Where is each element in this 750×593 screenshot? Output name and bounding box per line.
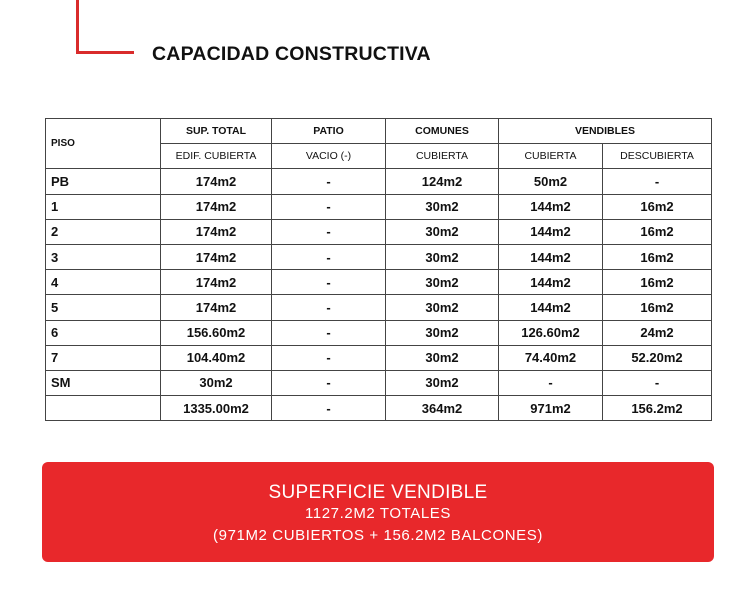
cell-patio: -	[272, 320, 386, 345]
banner-total: 1127.2M2 TOTALES	[304, 505, 452, 522]
cell-comunes: 124m2	[386, 169, 499, 194]
cell-vend-descubierta: -	[603, 370, 712, 395]
cell-sup-total: 174m2	[161, 244, 272, 269]
table-row	[46, 270, 712, 295]
banner-title: SUPERFICIE VENDIBLE	[268, 482, 488, 503]
page-title: CAPACIDAD CONSTRUCTIVA	[152, 43, 431, 65]
cell-vend-cubierta: 144m2	[499, 295, 603, 320]
header-patio: PATIO	[272, 119, 386, 144]
cell-vend-cubierta: 50m2	[499, 169, 603, 194]
cell-comunes: 30m2	[386, 295, 499, 320]
cell-piso: SM	[46, 370, 161, 395]
header-row	[46, 119, 712, 144]
cell-piso	[46, 396, 161, 421]
cell-vend-descubierta: -	[603, 169, 712, 194]
capacity-table	[45, 118, 712, 421]
cell-vend-cubierta: 144m2	[499, 219, 603, 244]
cell-comunes: 30m2	[386, 320, 499, 345]
cell-vend-descubierta: 16m2	[603, 295, 712, 320]
cell-patio: -	[272, 219, 386, 244]
cell-vend-descubierta: 16m2	[603, 194, 712, 219]
table-row	[46, 295, 712, 320]
cell-patio: -	[272, 295, 386, 320]
cell-comunes: 30m2	[386, 345, 499, 370]
cell-vend-descubierta: 16m2	[603, 219, 712, 244]
table-row	[46, 194, 712, 219]
table-row	[46, 219, 712, 244]
table-row	[46, 370, 712, 395]
cell-vend-cubierta: 144m2	[499, 244, 603, 269]
cell-sup-total: 156.60m2	[161, 320, 272, 345]
subheader-vend-descubierta: DESCUBIERTA	[603, 144, 712, 169]
cell-sup-total: 104.40m2	[161, 345, 272, 370]
header-piso: PISO	[46, 119, 161, 169]
table-row	[46, 320, 712, 345]
cell-vend-descubierta: 16m2	[603, 270, 712, 295]
cell-patio: -	[272, 169, 386, 194]
header-sup-total: SUP. TOTAL	[161, 119, 272, 144]
table-row	[46, 345, 712, 370]
subheader-edif-cubierta: EDIF. CUBIERTA	[161, 144, 272, 169]
cell-sup-total: 174m2	[161, 219, 272, 244]
cell-patio: -	[272, 370, 386, 395]
cell-piso: 7	[46, 345, 161, 370]
cell-vend-descubierta: 24m2	[603, 320, 712, 345]
cell-piso: PB	[46, 169, 161, 194]
table-row	[46, 396, 712, 421]
cell-patio: -	[272, 345, 386, 370]
subheader-vend-cubierta: CUBIERTA	[499, 144, 603, 169]
cell-piso: 4	[46, 270, 161, 295]
cell-piso: 2	[46, 219, 161, 244]
cell-comunes: 364m2	[386, 396, 499, 421]
cell-comunes: 30m2	[386, 244, 499, 269]
cell-sup-total: 30m2	[161, 370, 272, 395]
table-row	[46, 169, 712, 194]
subheader-vacio: VACIO (-)	[272, 144, 386, 169]
cell-vend-descubierta: 52.20m2	[603, 345, 712, 370]
cell-sup-total: 174m2	[161, 194, 272, 219]
cell-piso: 3	[46, 244, 161, 269]
cell-sup-total: 174m2	[161, 295, 272, 320]
cell-vend-cubierta: 144m2	[499, 270, 603, 295]
cell-piso: 1	[46, 194, 161, 219]
cell-comunes: 30m2	[386, 270, 499, 295]
table-row	[46, 244, 712, 269]
banner-breakdown: (971M2 CUBIERTOS + 156.2M2 BALCONES)	[213, 527, 543, 544]
cell-sup-total: 1335.00m2	[161, 396, 272, 421]
cell-vend-descubierta: 156.2m2	[603, 396, 712, 421]
cell-vend-cubierta: 126.60m2	[499, 320, 603, 345]
cell-patio: -	[272, 194, 386, 219]
summary-banner	[42, 462, 714, 562]
cell-sup-total: 174m2	[161, 270, 272, 295]
accent-line-vertical	[76, 0, 79, 53]
cell-vend-cubierta: 971m2	[499, 396, 603, 421]
cell-patio: -	[272, 270, 386, 295]
header-comunes: COMUNES	[386, 119, 499, 144]
cell-piso: 6	[46, 320, 161, 345]
cell-patio: -	[272, 244, 386, 269]
cell-vend-cubierta: -	[499, 370, 603, 395]
accent-line-horizontal	[76, 51, 134, 54]
cell-vend-descubierta: 16m2	[603, 244, 712, 269]
cell-patio: -	[272, 396, 386, 421]
cell-sup-total: 174m2	[161, 169, 272, 194]
header-vendibles: VENDIBLES	[499, 119, 712, 144]
cell-vend-cubierta: 74.40m2	[499, 345, 603, 370]
cell-comunes: 30m2	[386, 219, 499, 244]
cell-comunes: 30m2	[386, 370, 499, 395]
subheader-comunes-cubierta: CUBIERTA	[386, 144, 499, 169]
cell-piso: 5	[46, 295, 161, 320]
cell-comunes: 30m2	[386, 194, 499, 219]
cell-vend-cubierta: 144m2	[499, 194, 603, 219]
